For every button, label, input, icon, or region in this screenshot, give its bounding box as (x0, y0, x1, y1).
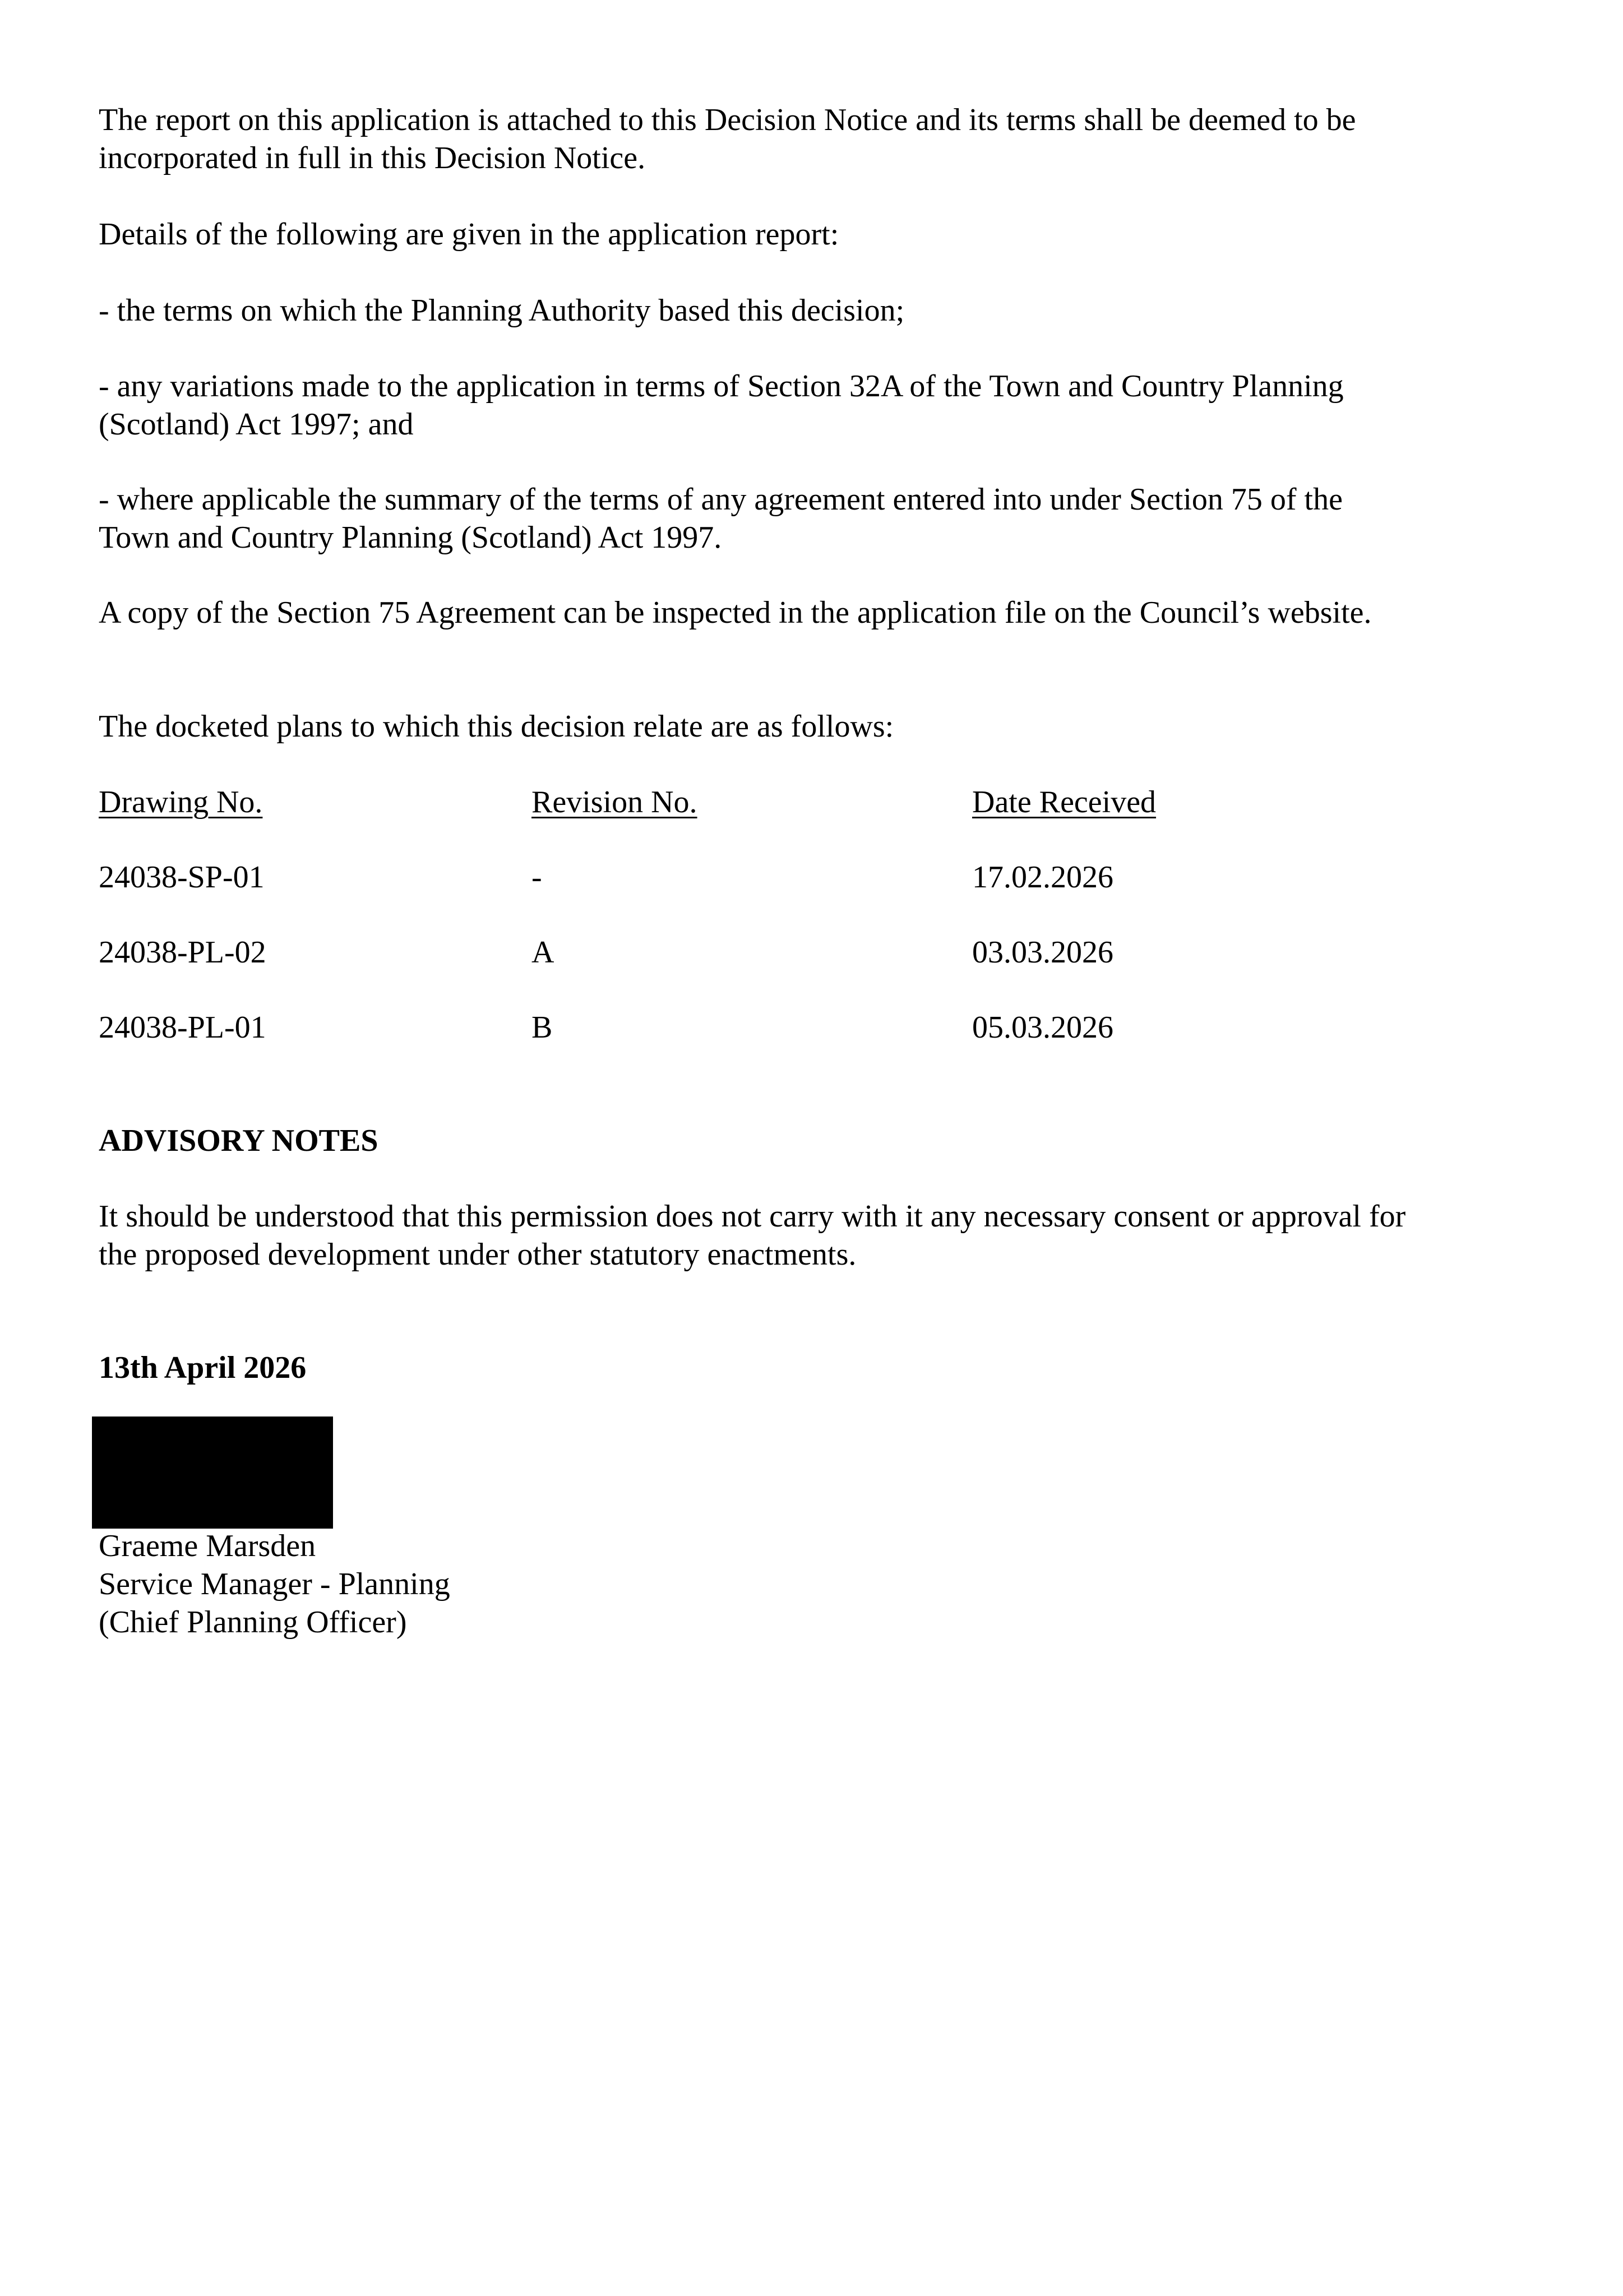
date-received-cell: 03.03.2026 (972, 935, 1113, 970)
drawing-no-cell: 24038-PL-02 (99, 935, 266, 970)
bullet-terms: - the terms on which the Planning Authority based this decision; (99, 293, 905, 328)
signatory-name: Graeme Marsden (99, 1529, 316, 1563)
revision-no-cell: A (531, 935, 554, 970)
advisory-notes-heading: ADVISORY NOTES (99, 1123, 378, 1158)
signatory-role: (Chief Planning Officer) (99, 1605, 407, 1640)
bullet-summary: - where applicable the summary of the terms of any agreement entered into under Section 75 of the Town and Country Planning (Scotland) Act 1997. (99, 482, 1343, 555)
signatory-title: Service Manager - Planning (99, 1567, 450, 1601)
bullet-variations: - any variations made to the application in terms of Section 32A of the Town and Country Planning (Scotland) Act 1997; and (99, 369, 1344, 442)
section75-copy-paragraph: A copy of the Section 75 Agreement can be inspected in the application file on the Council’s website. (99, 595, 1372, 630)
drawing-no-cell: 24038-SP-01 (99, 860, 265, 895)
plans-intro-paragraph: The docketed plans to which this decision relate are as follows: (99, 709, 894, 744)
date-received-cell: 05.03.2026 (972, 1010, 1113, 1045)
drawing-no-cell: 24038-PL-01 (99, 1010, 266, 1045)
signature-date: 13th April 2026 (99, 1350, 307, 1385)
date-received-cell: 17.02.2026 (972, 860, 1113, 895)
report-attached-paragraph: The report on this application is attached to this Decision Notice and its terms shall be deemed to be incorporated in full in this Decision Notice. (99, 103, 1356, 175)
advisory-notes-text: It should be understood that this permission does not carry with it any necessary consent or approval for the proposed development under other statutory enactments. (99, 1199, 1406, 1272)
header-revision-no: Revision No. (531, 785, 697, 820)
header-drawing-no: Drawing No. (99, 785, 263, 820)
revision-no-cell: B (531, 1010, 553, 1045)
revision-no-cell: - (531, 860, 542, 895)
header-date-received: Date Received (972, 785, 1157, 820)
details-intro-paragraph: Details of the following are given in the application report: (99, 217, 839, 252)
redacted-signature-block (92, 1417, 333, 1529)
